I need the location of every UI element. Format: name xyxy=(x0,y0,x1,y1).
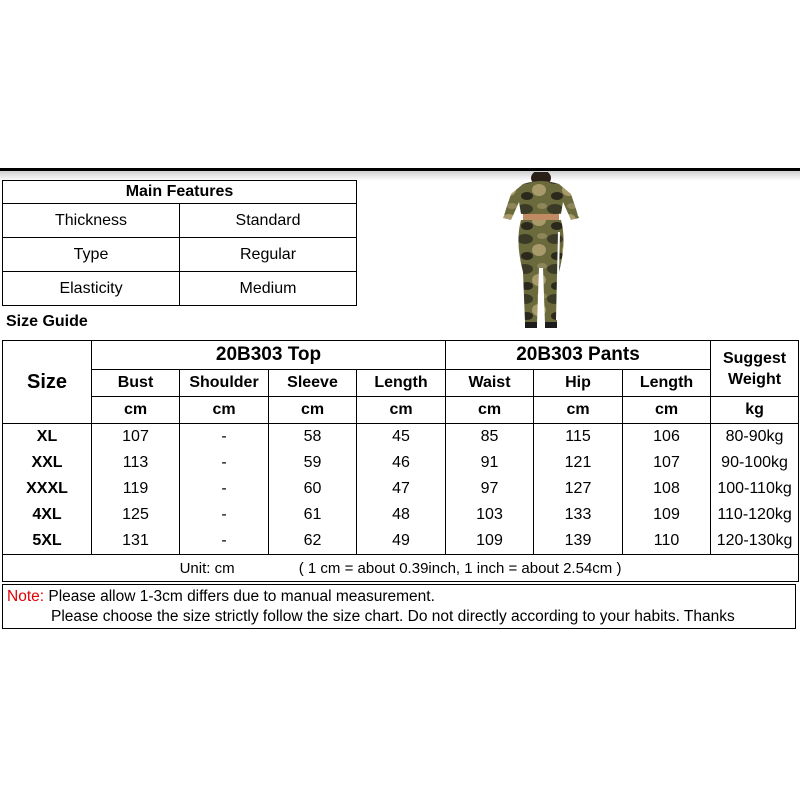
weight-cell: 80-90kg xyxy=(711,424,799,451)
pants-length-cell: 106 xyxy=(623,424,711,451)
bust-cell: 125 xyxy=(92,502,180,528)
sleeve-cell: 59 xyxy=(269,450,357,476)
top-group-header: 20B303 Top xyxy=(92,341,446,370)
hip-cell: 121 xyxy=(534,450,623,476)
column-header-shoulder: Shoulder xyxy=(180,370,269,397)
column-header-waist: Waist xyxy=(446,370,534,397)
size-chart-table xyxy=(2,340,799,582)
unit-cell: cm xyxy=(357,397,446,424)
unit-cell: cm xyxy=(269,397,357,424)
top-length-cell: 46 xyxy=(357,450,446,476)
unit-cell: kg xyxy=(711,397,799,424)
table-row xyxy=(3,502,799,528)
pants-length-cell: 108 xyxy=(623,476,711,502)
table-row xyxy=(3,424,799,451)
weight-cell: 100-110kg xyxy=(711,476,799,502)
shoulder-cell: - xyxy=(180,528,269,555)
feature-label: Elasticity xyxy=(3,272,180,306)
model-product-image xyxy=(487,172,595,332)
note-box xyxy=(2,584,796,629)
table-row xyxy=(3,476,799,502)
pants-length-cell: 110 xyxy=(623,528,711,555)
shoulder-cell: - xyxy=(180,424,269,451)
column-header-top-length: Length xyxy=(357,370,446,397)
size-cell: 5XL xyxy=(3,528,92,555)
waist-cell: 109 xyxy=(446,528,534,555)
note-label: Note: xyxy=(7,588,45,605)
weight-cell: 90-100kg xyxy=(711,450,799,476)
unit-cell: cm xyxy=(180,397,269,424)
size-cell: 4XL xyxy=(3,502,92,528)
pants-length-cell: 109 xyxy=(623,502,711,528)
hip-cell: 133 xyxy=(534,502,623,528)
top-length-cell: 45 xyxy=(357,424,446,451)
feature-row-type xyxy=(3,238,357,272)
waist-cell: 91 xyxy=(446,450,534,476)
main-features-table xyxy=(2,180,357,306)
note-line-2: Please choose the size strictly follow the size chart. Do not directly according to your habits. Thanks xyxy=(51,608,735,625)
size-cell: XL xyxy=(3,424,92,451)
shoulder-cell: - xyxy=(180,476,269,502)
bust-cell: 113 xyxy=(92,450,180,476)
feature-value: Medium xyxy=(180,272,357,306)
conversion-note: ( 1 cm = about 0.39inch, 1 inch = about 2.54cm ) xyxy=(298,559,622,577)
suggest-weight-line2: Weight xyxy=(728,370,782,388)
feature-value: Standard xyxy=(180,204,357,238)
sleeve-cell: 62 xyxy=(269,528,357,555)
column-header-hip: Hip xyxy=(534,370,623,397)
sleeve-cell: 58 xyxy=(269,424,357,451)
main-features-title: Main Features xyxy=(3,181,357,204)
bust-cell: 107 xyxy=(92,424,180,451)
weight-cell: 120-130kg xyxy=(711,528,799,555)
unit-cell: cm xyxy=(92,397,180,424)
hip-cell: 115 xyxy=(534,424,623,451)
waist-cell: 103 xyxy=(446,502,534,528)
unit-note-row xyxy=(3,555,799,582)
table-row xyxy=(3,528,799,555)
suggest-weight-line1: Suggest xyxy=(722,349,787,367)
weight-cell: 110-120kg xyxy=(711,502,799,528)
column-header-bust: Bust xyxy=(92,370,180,397)
column-header-sleeve: Sleeve xyxy=(269,370,357,397)
feature-row-elasticity xyxy=(3,272,357,306)
size-column-header: Size xyxy=(3,341,92,424)
bust-cell: 119 xyxy=(92,476,180,502)
top-length-cell: 48 xyxy=(357,502,446,528)
unit-cell: cm xyxy=(534,397,623,424)
feature-label: Thickness xyxy=(3,204,180,238)
note-text-1: Please allow 1-3cm differs due to manual measurement. xyxy=(44,588,435,605)
shoulder-cell: - xyxy=(180,502,269,528)
size-cell: XXL xyxy=(3,450,92,476)
size-cell: XXXL xyxy=(3,476,92,502)
column-header-pants-length: Length xyxy=(623,370,711,397)
feature-value: Regular xyxy=(180,238,357,272)
hip-cell: 139 xyxy=(534,528,623,555)
waist-cell: 85 xyxy=(446,424,534,451)
feature-label: Type xyxy=(3,238,180,272)
unit-note: Unit: cm xyxy=(179,559,235,577)
unit-cell: cm xyxy=(623,397,711,424)
table-row xyxy=(3,450,799,476)
waist-cell: 97 xyxy=(446,476,534,502)
unit-cell: cm xyxy=(446,397,534,424)
size-guide-title: Size Guide xyxy=(6,313,88,330)
suggest-weight-header xyxy=(711,341,799,397)
shoulder-cell: - xyxy=(180,450,269,476)
pants-length-cell: 107 xyxy=(623,450,711,476)
sleeve-cell: 61 xyxy=(269,502,357,528)
pants-group-header: 20B303 Pants xyxy=(446,341,711,370)
sleeve-cell: 60 xyxy=(269,476,357,502)
hip-cell: 127 xyxy=(534,476,623,502)
feature-row-thickness xyxy=(3,204,357,238)
note-line-1 xyxy=(3,587,795,607)
top-length-cell: 49 xyxy=(357,528,446,555)
top-length-cell: 47 xyxy=(357,476,446,502)
bust-cell: 131 xyxy=(92,528,180,555)
